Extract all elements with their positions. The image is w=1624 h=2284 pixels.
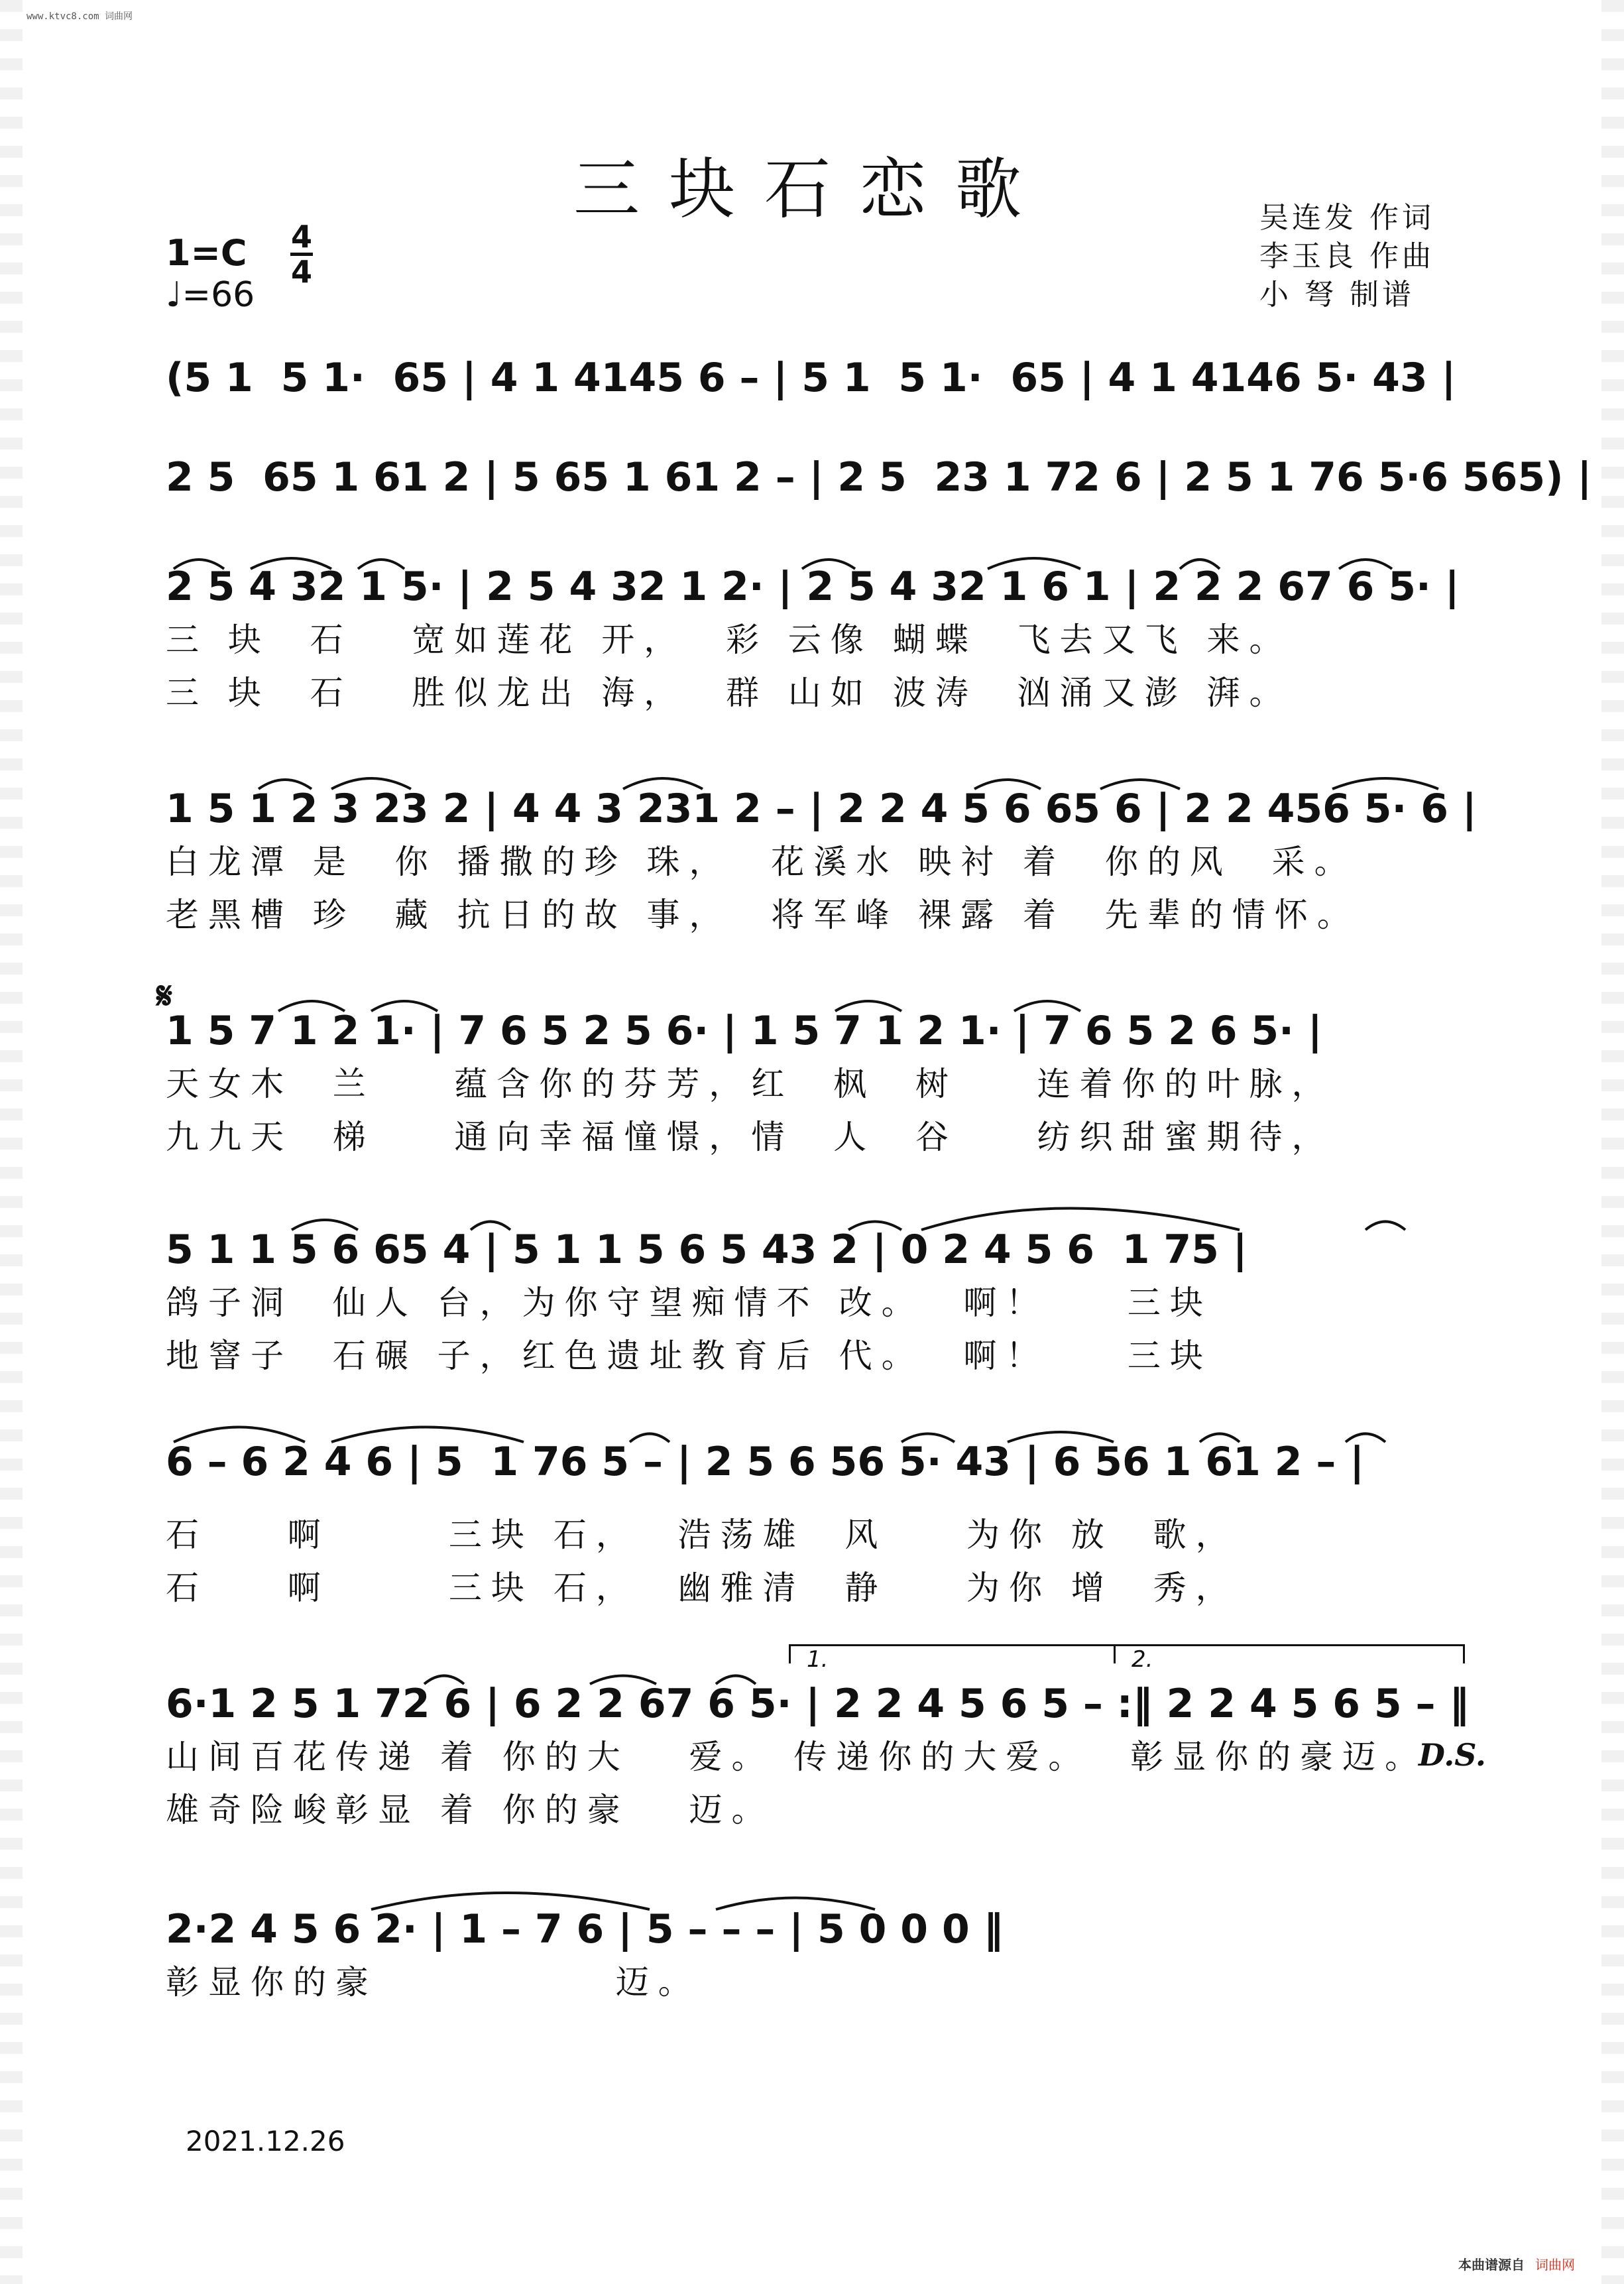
lyric-verse-1: 彰显你的豪 迈。: [166, 1963, 701, 2002]
footer-source-label: 本曲谱源自: [1458, 2257, 1525, 2273]
footer-source: [1458, 2254, 1575, 2273]
lyric-verse-2: 地窨子 石碾 子，红色遗址教育后 代。 啊！ 三块: [166, 1337, 1212, 1375]
volta-1: 1.: [789, 1644, 1118, 1663]
lyric-verse-1: 鸽子洞 仙人 台，为你守望痴情不 改。 啊！ 三块: [166, 1284, 1212, 1322]
lyric-verse-1: 山间百花传递 着 你的大 爱。 传递你的大爱。 彰显你的豪迈。: [166, 1738, 1428, 1776]
lyric-verse-2: 雄奇险峻彰显 着 你的豪 迈。: [166, 1791, 774, 1829]
notation-line: 1 5 1 2 3 23 2 | 4 4 3 231 2 – | 2 2 4 5 6 65 6 | 2 2 456 5· 6 |: [166, 786, 1477, 832]
site-url: www.ktvc8.com 词曲网: [27, 11, 133, 22]
lyricist-credit: 吴连发 作词: [1259, 201, 1434, 235]
song-title: 三块石恋歌: [573, 150, 1051, 228]
notation-line: 5 1 1 5 6 65 4 | 5 1 1 5 6 5 43 2 | 0 2 4 5 6 1 75 |: [166, 1227, 1247, 1273]
segno-sign: 𝄋: [156, 975, 173, 1018]
key-signature: 1=C: [166, 232, 247, 274]
notation-line: (5 1 5 1· 65 | 4 1 4145 6 – | 5 1 5 1· 65 | 4 1 4146 5· 43 |: [166, 355, 1456, 401]
lyric-verse-2: 石 啊 三块 石， 幽雅清 静 为你 增 秀，: [166, 1569, 1238, 1607]
notation-line: 1 5 7 1 2 1· | 7 6 5 2 5 6· | 1 5 7 1 2 1· | 7 6 5 2 6 5· |: [166, 1008, 1322, 1054]
time-signature-bottom: 4: [290, 254, 312, 290]
notation-line: 2·2 4 5 6 2· | 1 – 7 6 | 5 – – – | 5 0 0 0 ‖: [166, 1906, 1004, 1953]
tempo-marking: ♩=66: [166, 275, 255, 315]
notation-line: 2 5 4 32 1 5· | 2 5 4 32 1 2· | 2 5 4 32 1 6 1 | 2 2 2 67 6 5· |: [166, 564, 1460, 610]
arranger-credit: 小 弩 制谱: [1259, 278, 1415, 312]
notation-line: 6·1 2 5 1 72 6 | 6 2 2 67 6 5· | 2 2 4 5 6 5 – :‖ 2 2 4 5 6 5 – ‖: [166, 1681, 1470, 1727]
notation-line: 6 – 6 2 4 6 | 5 1 76 5 – | 2 5 6 56 5· 43 | 6 56 1 61 2 – |: [166, 1439, 1365, 1485]
notation-line: 2 5 65 1 61 2 | 5 65 1 61 2 – | 2 5 23 1 72 6 | 2 5 1 76 5·6 565) |: [166, 454, 1592, 501]
lyric-verse-1: 天女木 兰 蕴含你的芬芳，红 枫 树 连着你的叶脉，: [166, 1065, 1334, 1103]
composer-credit: 李玉良 作曲: [1259, 239, 1434, 273]
lyric-verse-1: 石 啊 三块 石， 浩荡雄 风 为你 放 歌，: [166, 1516, 1238, 1554]
dal-segno-mark: D.S.: [1419, 1737, 1486, 1773]
footer-site-name: 词曲网: [1535, 2257, 1575, 2273]
lyric-verse-1: 三 块 石 宽如莲花 开， 彩 云像 蝴蝶 飞去又飞 来。: [166, 621, 1292, 659]
lyric-verse-2: 老黑槽 珍 藏 抗日的故 事， 将军峰 裸露 着 先辈的情怀。: [166, 896, 1360, 934]
time-signature-top: 4: [290, 219, 312, 255]
lyric-verse-2: 三 块 石 胜似龙出 海， 群 山如 波涛 汹涌又澎 湃。: [166, 674, 1292, 712]
lyric-verse-1: 白龙潭 是 你 播撒的珍 珠， 花溪水 映衬 着 你的风 采。: [166, 843, 1357, 881]
volta-2: 2.: [1114, 1644, 1465, 1663]
publish-date: 2021.12.26: [186, 2125, 345, 2157]
lyric-verse-2: 九九天 梯 通向幸福憧憬，情 人 谷 纺织甜蜜期待，: [166, 1118, 1334, 1156]
